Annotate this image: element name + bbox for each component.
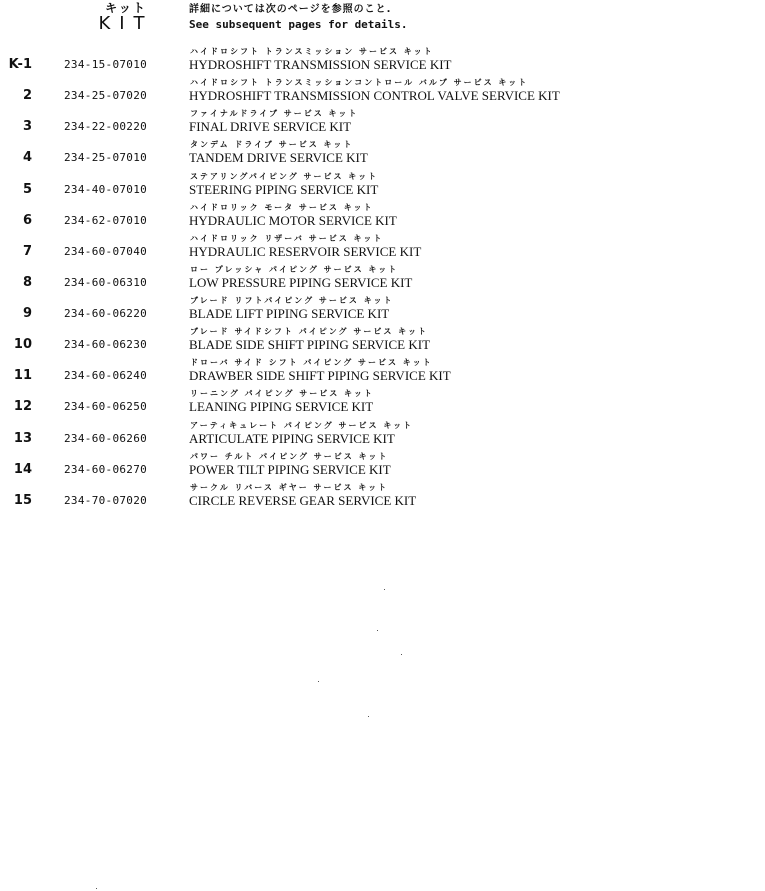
kit-name-jp: ブレード サイドシフト パイピング サービス キット — [190, 327, 428, 336]
kit-row — [0, 47, 765, 78]
item-number: 5 — [22, 182, 32, 197]
part-number: 234-15-07010 — [64, 58, 148, 71]
kit-row — [0, 421, 765, 452]
kit-name: LOW PRESSURE PIPING SERVICE KIT — [189, 275, 413, 290]
part-number: 234-22-00220 — [64, 120, 148, 133]
details-note: See subsequent pages for details. — [189, 18, 408, 31]
part-number: 234-60-06230 — [64, 338, 148, 351]
item-number: 4 — [22, 150, 32, 165]
part-number: 234-60-06270 — [64, 463, 148, 476]
scan-speck — [368, 716, 369, 717]
item-number: 10 — [13, 337, 32, 352]
kit-name: ARTICULATE PIPING SERVICE KIT — [189, 431, 395, 446]
kit-name-jp: ハイドロリック モータ サービス キット — [190, 203, 374, 212]
kit-row — [0, 389, 765, 420]
kit-name: LEANING PIPING SERVICE KIT — [189, 399, 374, 414]
kit-name: HYDROSHIFT TRANSMISSION SERVICE KIT — [189, 57, 452, 72]
kit-name-jp: リーニング パイピング サービス キット — [190, 389, 374, 398]
part-number: 234-60-06250 — [64, 400, 148, 413]
kit-name: STEERING PIPING SERVICE KIT — [189, 182, 379, 197]
part-number: 234-60-07040 — [64, 245, 148, 258]
kit-name: DRAWBER SIDE SHIFT PIPING SERVICE KIT — [189, 368, 451, 383]
details-note-jp: 詳細については次のページを参照のこと. — [189, 4, 392, 15]
item-number: 12 — [13, 399, 32, 414]
kit-name: POWER TILT PIPING SERVICE KIT — [189, 462, 391, 477]
kit-name: FINAL DRIVE SERVICE KIT — [189, 119, 352, 134]
kit-row — [0, 358, 765, 389]
kit-name-jp: ステアリングパイピング サービス キット — [190, 172, 379, 181]
kit-name: HYDRAULIC MOTOR SERVICE KIT — [189, 213, 397, 228]
kit-column-title: KIT — [98, 13, 154, 34]
kit-name-jp: ハイドロシフト トランスミッションコントロール バルブ サービス キット — [190, 78, 529, 87]
item-number: 8 — [22, 275, 32, 290]
kit-row — [0, 483, 765, 514]
scan-speck — [401, 654, 402, 655]
kit-row — [0, 172, 765, 203]
scan-speck — [96, 888, 97, 889]
item-number: 14 — [13, 462, 32, 477]
kit-name-jp: アーティキュレート パイピング サービス キット — [190, 421, 414, 430]
kit-name-jp: ファイナルドライブ サービス キット — [190, 109, 359, 118]
kit-name-jp: サークル リバース ギヤー サービス キット — [190, 483, 389, 492]
item-number: 7 — [22, 244, 32, 259]
scan-speck — [318, 681, 319, 682]
kit-name-jp: ドローバ サイド シフト パイピング サービス キット — [190, 358, 433, 367]
kit-row — [0, 265, 765, 296]
kit-name: HYDROSHIFT TRANSMISSION CONTROL VALVE SERVICE KIT — [189, 88, 560, 103]
kit-row — [0, 109, 765, 140]
kit-name: HYDRAULIC RESERVOIR SERVICE KIT — [189, 244, 422, 259]
item-number: K-1 — [8, 57, 32, 72]
part-number: 234-70-07020 — [64, 494, 148, 507]
part-number: 234-60-06220 — [64, 307, 148, 320]
item-number: 6 — [22, 213, 32, 228]
kit-row — [0, 327, 765, 358]
item-number: 15 — [13, 493, 32, 508]
kit-name-jp: ブレード リフトパイピング サービス キット — [190, 296, 394, 305]
kit-row — [0, 78, 765, 109]
kit-row — [0, 203, 765, 234]
part-number: 234-25-07010 — [64, 151, 148, 164]
kit-name-jp: ハイドロシフト トランスミッション サービス キット — [190, 47, 434, 56]
item-number: 3 — [22, 119, 32, 134]
kit-row — [0, 296, 765, 327]
kit-name: CIRCLE REVERSE GEAR SERVICE KIT — [189, 493, 417, 508]
part-number: 234-62-07010 — [64, 214, 148, 227]
kit-row — [0, 452, 765, 483]
kit-name-jp: パワー チルト パイピング サービス キット — [190, 452, 389, 461]
part-number: 234-40-07010 — [64, 183, 148, 196]
item-number: 13 — [13, 431, 32, 446]
scan-speck — [377, 630, 378, 631]
kit-name: BLADE LIFT PIPING SERVICE KIT — [189, 306, 390, 321]
kit-name: TANDEM DRIVE SERVICE KIT — [189, 150, 368, 165]
kit-name: BLADE SIDE SHIFT PIPING SERVICE KIT — [189, 337, 431, 352]
part-number: 234-60-06310 — [64, 276, 148, 289]
kit-column-title-jp: キット — [105, 1, 147, 15]
item-number: 9 — [22, 306, 32, 321]
item-number: 11 — [13, 368, 32, 383]
kit-name-jp: ロー プレッシャ パイピング サービス キット — [190, 265, 399, 274]
item-number: 2 — [22, 88, 32, 103]
part-number: 234-60-06260 — [64, 432, 148, 445]
kit-name-jp: タンデム ドライブ サービス キット — [190, 140, 354, 149]
part-number: 234-60-06240 — [64, 369, 148, 382]
kit-row — [0, 234, 765, 265]
scan-speck — [384, 589, 385, 590]
kit-name-jp: ハイドロリック リザーバ サービス キット — [190, 234, 384, 243]
part-number: 234-25-07020 — [64, 89, 148, 102]
kit-row — [0, 140, 765, 171]
